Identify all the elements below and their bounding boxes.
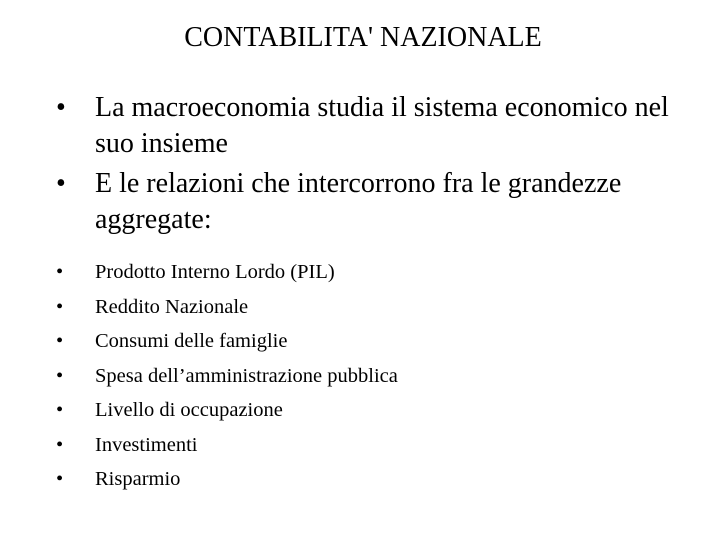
aggregate-label: Reddito Nazionale [95,295,249,318]
bullet-icon: • [56,261,64,283]
aggregate-item [56,428,656,463]
aggregate-item [56,359,656,394]
bullet-icon: • [56,399,64,421]
aggregate-label: Risparmio [95,468,181,490]
aggregate-label: Livello di occupazione [95,399,283,421]
aggregate-label: Prodotto Interno Lordo (PIL) [95,261,335,283]
aggregate-item [56,393,656,428]
aggregate-list [56,255,656,497]
bullet-icon: • [56,330,64,352]
aggregate-item [56,290,656,325]
main-bullet-list [56,90,676,242]
main-bullet-item [56,90,676,162]
aggregate-label: Spesa dell’amministrazione pubblica [95,364,398,387]
main-bullet-item [56,166,676,238]
bullet-icon: • [56,295,64,318]
main-bullet-text: E le relazioni che intercorrono fra le grandezze aggregate: [95,168,622,235]
main-bullet-text: La macroeconomia studia il sistema economico nel suo insieme [95,92,669,159]
bullet-icon: • [56,433,64,456]
bullet-icon: • [56,468,64,490]
bullet-icon: • [56,364,64,387]
bullet-icon: • [56,92,66,123]
aggregate-label: Consumi delle famiglie [95,330,288,352]
aggregate-item [56,462,656,497]
aggregate-item [56,255,656,290]
slide-title: CONTABILITA' NAZIONALE [184,22,542,53]
aggregate-label: Investimenti [95,433,198,456]
bullet-icon: • [56,168,66,199]
aggregate-item [56,324,656,359]
